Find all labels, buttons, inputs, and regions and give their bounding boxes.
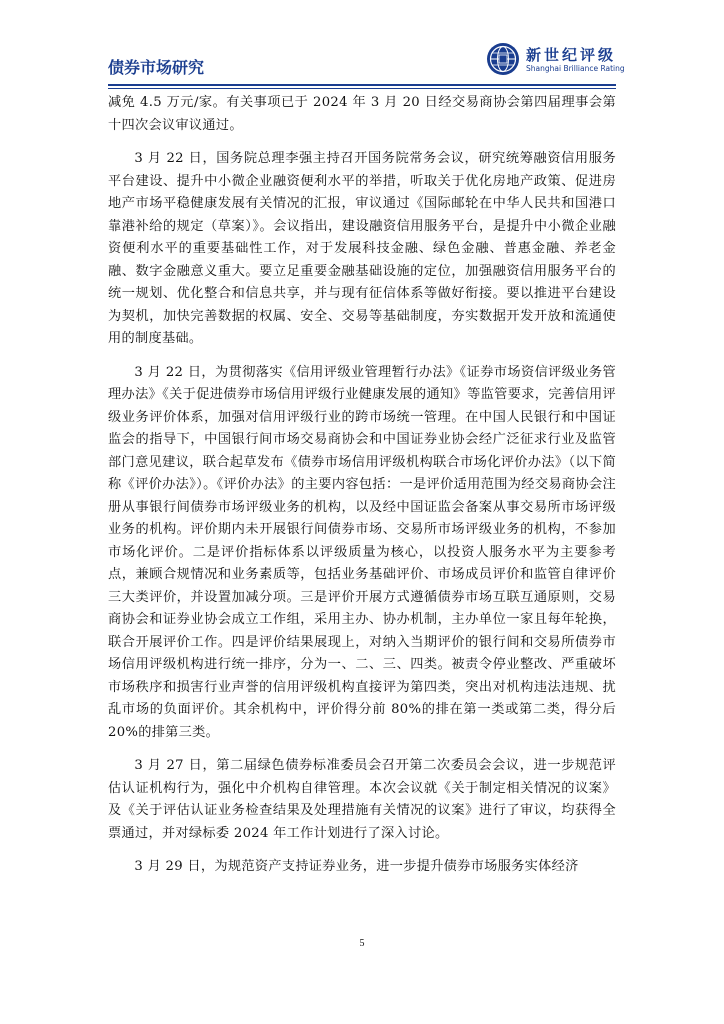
- logo-chinese-name: 新世纪评级: [526, 46, 617, 64]
- paragraph: 3 月 22 日，为贯彻落实《信用评级业管理暂行办法》《证券市场资信评级业务管理办法》《关于促进债券市场信用评级行业健康发展的通知》等监管要求，完善信用评级业务评价体系，加强对信用评级行业的跨市场统一管理。在中国人民银行和中国证监会的指导下，中国银行间市场交易商协会和中国证券业协会经广泛征求行业及监管部门意见建议，联合起草发布《债券市场信用评级机构联合市场化评价办法》（以下简称《评价办法》）。《评价办法》的主要内容包括：一是评价适用范围为经交易商协会注册从事银行间债券市场评级业务的机构，以及经中国证监会备案从事交易所市场评级业务的机构。评价期内未开展银行间债券市场、交易所市场评级业务的机构，不参加市场化评价。二是评价指标体系以评级质量为核心，以投资人服务水平为主要参考点，兼顾合规情况和业务素质等，包括业务基础评价、市场成员评价和监管自律评价三大类评价，并设置加减分项。三是评价开展方式遵循债券市场互联互通原则，交易商协会和证券业协会成立工作组，采用主办、协办机制，主办单位一家且每年轮换，联合开展评价工作。四是评价结果展现上，对纳入当期评价的银行间和交易所债券市场信用评级机构进行统一排序，分为一、二、三、四类。被责令停业整改、严重破坏市场秩序和损害行业声誉的信用评级机构直接评为第四类，突出对机构违法违规、扰乱市场的负面评价。其余机构中，评价得分前 80%的排在第一类或第二类，得分后 20%的排第三类。: [108, 364, 616, 740]
- header-rule: [108, 84, 616, 86]
- body-text: [108, 92, 616, 890]
- page-header: [108, 38, 625, 84]
- logo-english-name: Shanghai Brilliance Rating: [526, 64, 625, 73]
- paragraph: 3 月 22 日，国务院总理李强主持召开国务院常务会议，研究统筹融资信用服务平台建设、提升中小微企业融资便利水平的举措，听取关于优化房地产政策、促进房地产市场平稳健康发展有关情况的汇报，审议通过《国际邮轮在中华人民共和国港口靠港补给的规定（草案）》。会议指出，建设融资信用服务平台，是提升中小微企业融资便利水平的重要基础性工作，对于发展科技金融、绿色金融、普惠金融、养老金融、数字金融意义重大。要立足重要金融基础设施的定位，加强融资信用服务平台的统一规划、优化整合和信息共享，并与现有征信体系等做好衔接。要以推进平台建设为契机，加快完善数据的权属、安全、交易等基础制度，夯实数据开发开放和流通使用的制度基础。: [108, 151, 616, 346]
- journal-title: 债券市场研究: [108, 58, 205, 77]
- paragraph: 减免 4.5 万元/家。有关事项已于 2024 年 3 月 20 日经交易商协会第四届理事会第十四次会议审议通过。: [108, 95, 616, 133]
- paragraph: 3 月 29 日，为规范资产支持证券业务，进一步提升债券市场服务实体经济: [134, 859, 579, 874]
- paragraph: 3 月 27 日，第二届绿色债券标准委员会召开第二次委员会会议，进一步规范评估认证机构行为，强化中介机构自律管理。本次会议就《关于制定相关情况的议案》及《关于评估认证业务检查结果及处理措施有关情况的议案》进行了审议，均获得全票通过，并对绿标委 2024 年工作计划进行了深入讨论。: [108, 758, 616, 841]
- page-number: 5: [359, 938, 365, 949]
- globe-emblem-icon: [486, 42, 520, 76]
- brand-logo: [486, 42, 625, 78]
- header-rule-thin: [108, 88, 616, 89]
